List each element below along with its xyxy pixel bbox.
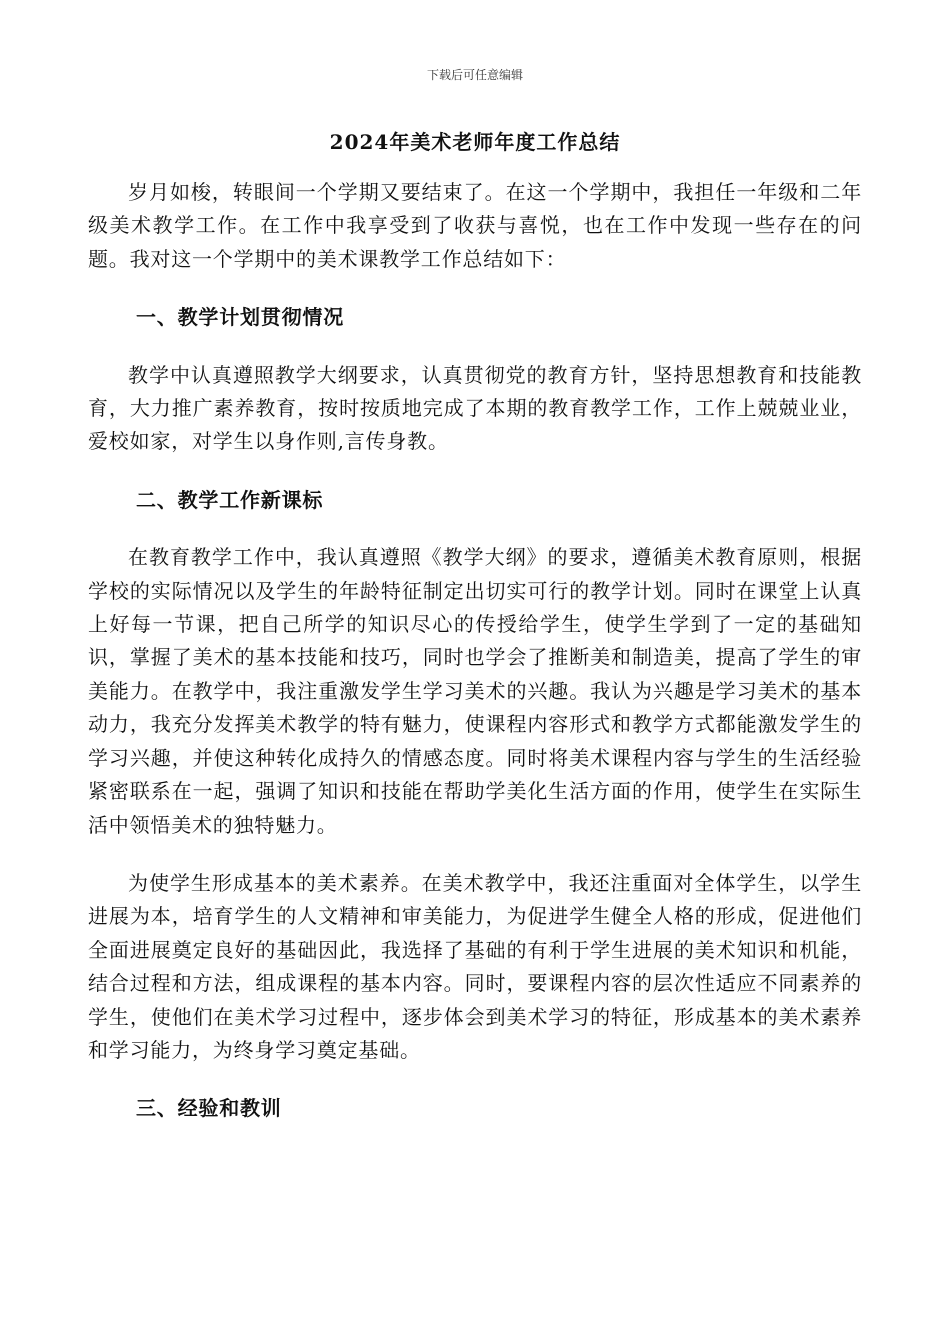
section-2-paragraph-2: 为使学生形成基本的美术素养。在美术教学中，我还注重面对全体学生，以学生进展为本，培育学生的人文精神和审美能力，为促进学生健全人格的形成，促进他们全面进展奠定良好的基础因此，我选择了基础的有利于学生进展的美术知识和机能，结合过程和方法，组成课程的基本内容。同时，要课程内容的层次性适应不同素养的学生，使他们在美术学习过程中，逐步体会到美术学习的特征，形成基本的美术素养和学习能力，为终身学习奠定基础。	[88, 870, 862, 1062]
header-note: 下载后可任意编辑	[426, 68, 523, 82]
section-1-paragraph-1: 教学中认真遵照教学大纲要求，认真贯彻党的教育方针，坚持思想教育和技能教育，大力推广素养教育，按时按质地完成了本期的教育教学工作，工作上兢兢业业，爱校如家，对学生以身作则,言传身教。	[88, 362, 862, 454]
section-heading-3: 三、经验和教训	[136, 1096, 282, 1121]
section-heading-2: 二、教学工作新课标	[136, 487, 324, 512]
page-title: 2024年美术老师年度工作总结	[329, 130, 621, 154]
section-2-paragraph-1: 在教育教学工作中，我认真遵照《教学大纲》的要求，遵循美术教育原则，根据学校的实际情况以及学生的年龄特征制定出切实可行的教学计划。同时在课堂上认真上好每一节课，把自己所学的知识尽心的传授给学生，使学生学到了一定的基础知识，掌握了美术的基本技能和技巧，同时也学会了推断美和制造美，提高了学生的审美能力。在教学中，我注重激发学生学习美术的兴趣。我认为兴趣是学习美术的基本动力，我充分发挥美术教学的特有魅力，使课程内容形式和教学方式都能激发学生的学习兴趣，并使这种转化成持久的情感态度。同时将美术课程内容与学生的生活经验紧密联系在一起，强调了知识和技能在帮助学美化生活方面的作用，使学生在实际生活中领悟美术的独特魅力。	[88, 545, 862, 837]
intro-paragraph: 岁月如梭，转眼间一个学期又要结束了。在这一个学期中，我担任一年级和二年级美术教学工作。在工作中我享受到了收获与喜悦，也在工作中发现一些存在的问题。我对这一个学期中的美术课教学工作总结如下：	[88, 180, 862, 271]
document-body	[88, 176, 862, 1126]
section-heading-1: 一、教学计划贯彻情况	[136, 305, 344, 330]
